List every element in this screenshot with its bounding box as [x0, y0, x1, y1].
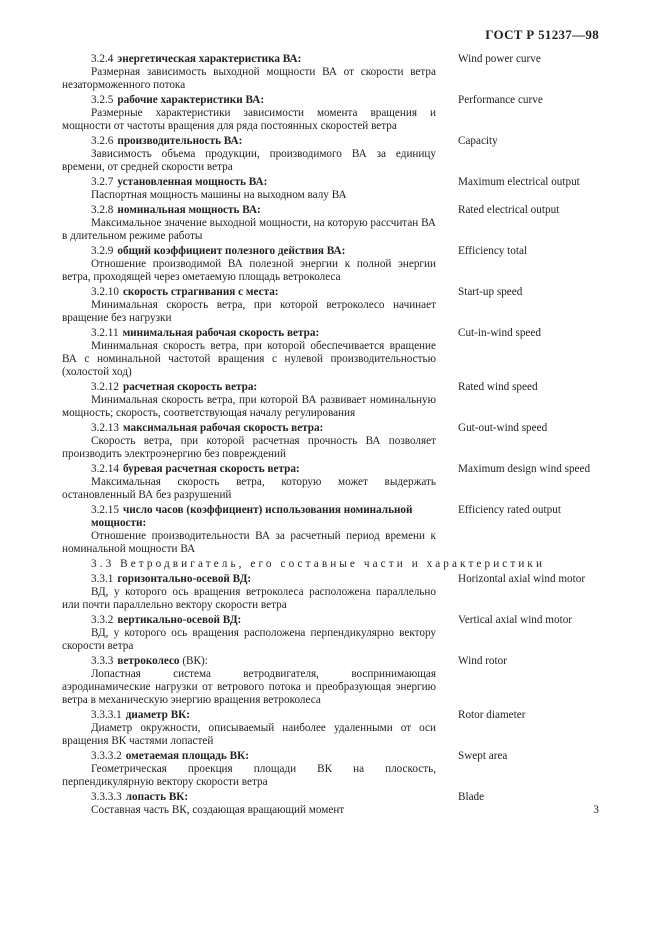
entry-english-term: Capacity [458, 135, 498, 147]
entry-term: горизонтально-осевой ВД: [117, 573, 252, 585]
entry-number: 3.2.12 [91, 381, 119, 393]
entry-english-term: Horizontal axial wind motor [458, 573, 586, 585]
glossary-entry [62, 709, 607, 748]
entry-english-term: Start-up speed [458, 286, 523, 298]
entry-term: рабочие характеристики ВА: [117, 94, 265, 106]
glossary-entry [62, 327, 607, 379]
entry-definition: Максимальное значение выходной мощности, на которую рассчитан ВА в длительном режиме работы [62, 217, 436, 242]
entry-definition: Зависимость объема продукции, производимого ВА за единицу времени, от средней скорости ветра [62, 148, 436, 173]
section-heading-3-3: 3.3 Ветродвигатель, его составные части и характеристики [91, 558, 546, 570]
entry-definition: Максимальная скорость ветра, которую может выдержать остановленный ВА без разрушений [62, 476, 436, 501]
entry-russian [62, 204, 436, 243]
entry-english-term: Rated electrical output [458, 204, 560, 216]
entry-russian [62, 327, 436, 379]
entry-russian [62, 422, 436, 461]
glossary-entry [62, 504, 607, 556]
entry-english-term: Maximum design wind speed [458, 463, 591, 475]
entry-number: 3.2.14 [91, 463, 119, 475]
entry-term: производительность ВА: [117, 135, 243, 147]
glossary-entry [62, 750, 607, 789]
entry-term: диаметр ВК: [125, 709, 191, 721]
entry-term: число часов (коэффициент) использования номинальной мощности: [91, 504, 413, 529]
entry-heading [62, 504, 436, 530]
entry-english-term: Performance curve [458, 94, 543, 106]
page-number: 3 [593, 804, 599, 816]
entry-english-term: Swept area [458, 750, 508, 762]
entry-russian [62, 53, 436, 92]
entry-number: 3.2.8 [91, 204, 114, 216]
entry-term: скорость страгивания с места: [122, 286, 279, 298]
glossary-entry [62, 176, 607, 202]
glossary-entry [62, 614, 607, 653]
entry-russian [62, 176, 436, 202]
glossary-entry [62, 204, 607, 243]
entry-russian [62, 655, 436, 707]
entry-definition: Диаметр окружности, описываемый наиболее удаленными от оси вращения ВК частями лопастей [62, 722, 436, 747]
entry-definition: Геометрическая проекция площади ВК на плоскость, перпендикулярную вектору скорости ветра [62, 763, 436, 788]
entry-russian [62, 709, 436, 748]
entry-number: 3.2.13 [91, 422, 119, 434]
entry-number: 3.3.3.3 [91, 791, 122, 803]
entry-russian [62, 381, 436, 420]
entry-heading [62, 286, 436, 299]
entry-term: установленная мощность ВА: [117, 176, 268, 188]
entry-number: 3.2.15 [91, 504, 119, 516]
glossary-entry [62, 286, 607, 325]
entry-number: 3.2.10 [91, 286, 119, 298]
entry-english-term: Wind rotor [458, 655, 507, 667]
glossary-entry [62, 381, 607, 420]
entry-definition: Отношение производительности ВА за расчетный период времени к номинальной мощности ВА [62, 530, 436, 555]
entry-term: лопасть ВК: [125, 791, 189, 803]
entry-number: 3.3.2 [91, 614, 114, 626]
entry-term: буревая расчетная скорость ветра: [122, 463, 300, 475]
entry-russian [62, 573, 436, 612]
entry-heading [62, 245, 436, 258]
entry-definition: Отношение производимой ВА полезной энергии к полной энергии ветра, проходящей через ометаемую площадь ветроколеса [62, 258, 436, 283]
glossary-entry [62, 94, 607, 133]
entry-heading [62, 463, 436, 476]
glossary-entry [62, 135, 607, 174]
entry-definition: Минимальная скорость ветра, при которой обеспечивается вращение ВА с номинальной частотой вращения с нулевой производительностью (холостой ход) [62, 340, 436, 378]
entry-english-term: Rated wind speed [458, 381, 538, 393]
entry-definition: Скорость ветра, при которой расчетная прочность ВА позволяет производить электроэнергию без повреждений [62, 435, 436, 460]
entry-english-term: Rotor diameter [458, 709, 526, 721]
entry-term: расчетная скорость ветра: [122, 381, 258, 393]
entry-russian [62, 245, 436, 284]
glossary-entry [62, 791, 607, 817]
entry-term: максимальная рабочая скорость ветра: [122, 422, 324, 434]
entry-heading [62, 422, 436, 435]
entry-heading [62, 614, 436, 627]
entry-russian [62, 614, 436, 653]
entry-number: 3.2.7 [91, 176, 114, 188]
glossary-body [62, 53, 607, 819]
entry-english-term: Efficiency rated output [458, 504, 561, 516]
entry-definition: ВД, у которого ось вращения расположена перпендикулярно вектору скорости ветра [62, 627, 436, 652]
entry-heading [62, 176, 436, 189]
entry-number: 3.2.11 [91, 327, 119, 339]
entry-english-term: Efficiency total [458, 245, 528, 257]
entry-number: 3.2.4 [91, 53, 114, 65]
entry-term: энергетическая характеристика ВА: [117, 53, 302, 65]
entry-russian [62, 135, 436, 174]
entry-russian [62, 463, 436, 502]
entry-number: 3.3.3.1 [91, 709, 122, 721]
entry-number: 3.2.5 [91, 94, 114, 106]
entry-heading [62, 750, 436, 763]
standard-header: ГОСТ Р 51237—98 [485, 27, 599, 42]
entry-term: ветроколесо [117, 655, 180, 667]
entry-number: 3.3.3 [91, 655, 114, 667]
entry-english-term: Maximum electrical output [458, 176, 580, 188]
entry-definition: Лопастная система ветродвигателя, воспринимающая аэродинамические нагрузки от ветрового потока и преобразующая энергию ветра в механическую энергию вращения ветроколеса [62, 668, 436, 706]
entry-heading [62, 53, 436, 66]
entry-number: 3.2.9 [91, 245, 114, 257]
entry-english-term: Cut-in-wind speed [458, 327, 541, 339]
entry-russian [62, 791, 436, 817]
entry-heading [62, 655, 436, 668]
entry-number: 3.3.1 [91, 573, 114, 585]
entry-definition: Минимальная скорость ветра, при которой ветроколесо начинает вращение без нагрузки [62, 299, 436, 324]
entry-english-term: Gut-out-wind speed [458, 422, 548, 434]
entry-definition: Паспортная мощность машины на выходном валу ВА [91, 189, 347, 201]
entry-russian [62, 94, 436, 133]
entry-number: 3.2.6 [91, 135, 114, 147]
entry-heading [62, 204, 436, 217]
entry-english-term: Vertical axial wind motor [458, 614, 573, 626]
glossary-group-3-2 [62, 53, 607, 556]
entry-definition: Составная часть ВК, создающая вращающий момент [91, 804, 345, 816]
entry-term: вертикально-осевой ВД: [117, 614, 242, 626]
entry-definition: Минимальная скорость ветра, при которой ВА развивает номинальную мощность; скорость, соответствующая началу регулирования [62, 394, 436, 419]
entry-russian [62, 504, 436, 556]
entry-heading [62, 573, 436, 586]
entry-russian [62, 750, 436, 789]
entry-term: номинальная мощность ВА: [117, 204, 261, 216]
entry-english-term: Blade [458, 791, 485, 803]
entry-term: ометаемая площадь ВК: [125, 750, 249, 762]
entry-definition: ВД, у которого ось вращения ветроколеса расположена параллельно или почти параллельно вектору скорости ветра [62, 586, 436, 611]
glossary-entry [62, 655, 607, 707]
entry-heading [62, 327, 436, 340]
entry-heading [62, 94, 436, 107]
glossary-entry [62, 422, 607, 461]
glossary-entry [62, 245, 607, 284]
entry-heading [62, 135, 436, 148]
glossary-entry [62, 53, 607, 92]
entry-term: общий коэффициент полезного действия ВА: [117, 245, 346, 257]
entry-english-term: Wind power curve [458, 53, 541, 65]
entry-russian [62, 286, 436, 325]
entry-term: минимальная рабочая скорость ветра: [122, 327, 320, 339]
entry-heading [62, 709, 436, 722]
entry-heading [62, 791, 436, 804]
entry-definition: Размерная зависимость выходной мощности ВА от скорости ветра незаторможенного потока [62, 66, 436, 91]
entry-number: 3.3.3.2 [91, 750, 122, 762]
entry-definition: Размерные характеристики зависимости момента вращения и мощности от частоты вращения для ряда постоянных скоростей ветра [62, 107, 436, 132]
entry-heading [62, 381, 436, 394]
glossary-entry [62, 463, 607, 502]
entry-term-abbreviation: (ВК): [179, 655, 208, 667]
glossary-entry [62, 573, 607, 612]
glossary-group-3-3 [62, 573, 607, 817]
